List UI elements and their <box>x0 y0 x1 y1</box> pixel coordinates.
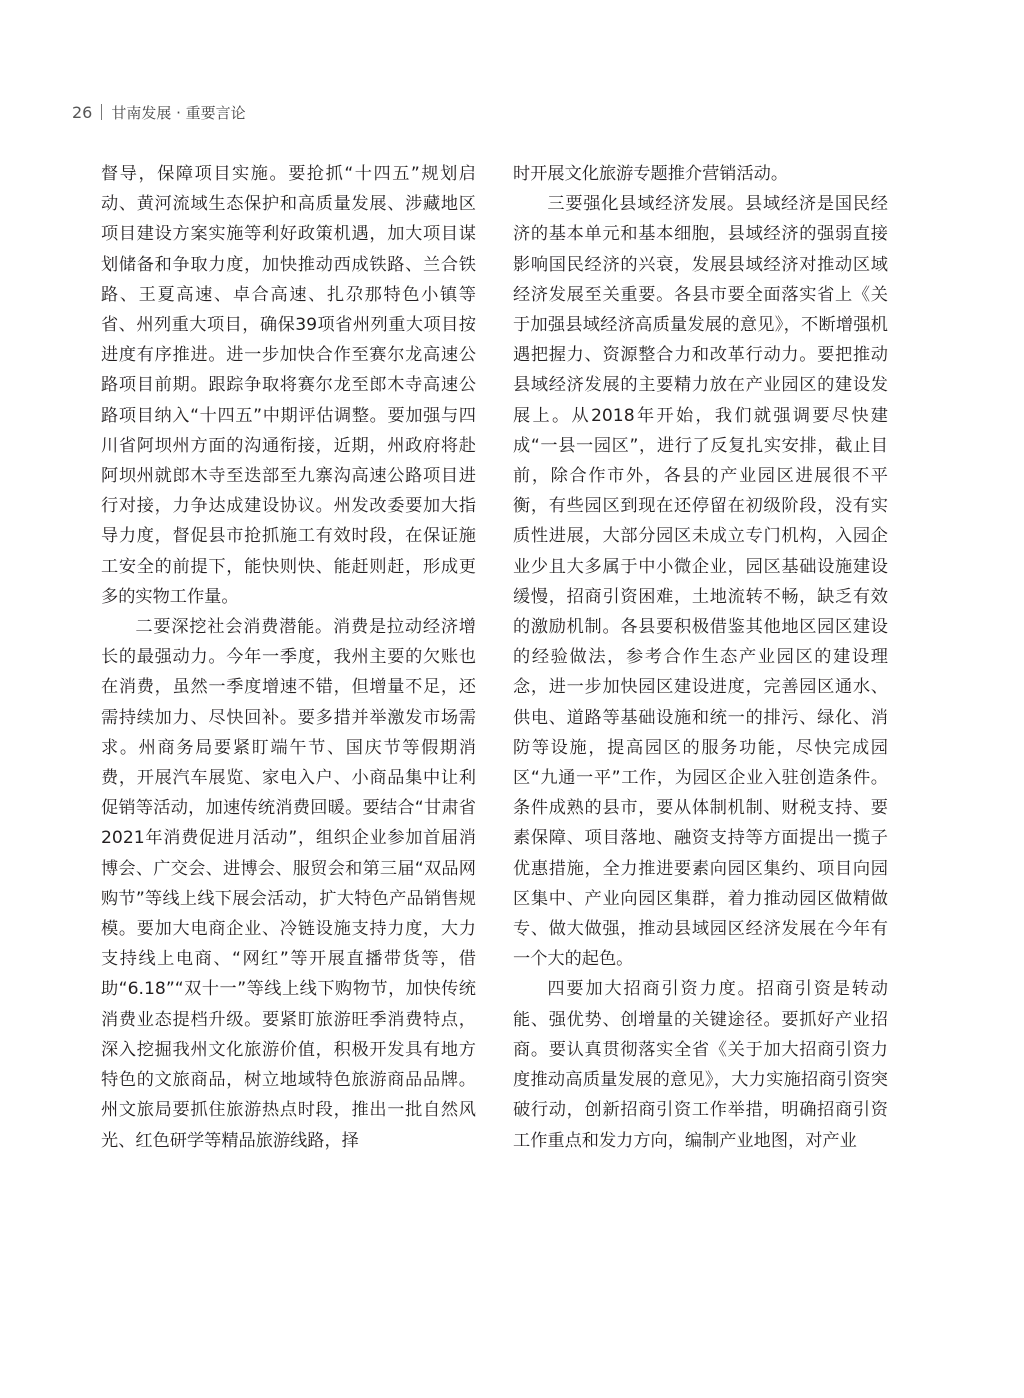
paragraph-continuation: 时开展文化旅游专题推介营销活动。 <box>513 164 789 184</box>
paragraph-consumption: 二要深挖社会消费潜能。消费是拉动经济增长的最强动力。今年一季度，我州主要的欠账也在消费，虽然一季度增速不错，但增量不足，还需持续加力、尽快回补。要多措并举激发市场需求。州商务局要紧盯端午节、国庆节等假期消费，开展汽车展览、家电入户、小商品集中让利促销等活动，加速传统消费回暖。要结合“甘肃省2021年消费促进月活动”，组织企业参加首届消博会、广交会、进博会、服贸会和第三届“双品网购节”等线上线下展会活动，扩大特色产品销售规模。要加大电商企业、冷链设施支持力度，大力支持线上电商、“网红”等开展直播带货等，借助“6.18”“双十一”等线上线下购物节，加快传统消费业态提档升级。要紧盯旅游旺季消费特点，深入挖掘我州文化旅游价值，积极开发具有地方特色的文旅商品，树立地域特色旅游商品品牌。州文旅局要抓住旅游热点时段，推出一批自然风光、红色研学等精品旅游线路，择 <box>101 617 476 1151</box>
paragraph-investment: 四要加大招商引资力度。招商引资是转动能、强优势、创增量的关键途径。要抓好产业招商。要认真贯彻落实全省《关于加大招商引资力度推动高质量发展的意见》，大力实施招商引资突破行动，创新招商引资工作举措，明确招商引资工作重点和发力方向，编制产业地图，对产业 <box>513 979 888 1151</box>
header-divider <box>101 104 102 120</box>
paragraph-county-economy: 三要强化县域经济发展。县域经济是国民经济的基本单元和基本细胞，县域经济的强弱直接影响国民经济的兴衰，发展县域经济对推动区域经济发展至关重要。各县市要全面落实省上《关于加强县域经济高质量发展的意见》，不断增强机遇把握力、资源整合力和改革行动力。要把推动县域经济发展的主要精力放在产业园区的建设发展上。从2018年开始，我们就强调要尽快建成“一县一园区”，进行了反复扎实安排，截止目前，除合作市外，各县的产业园区进展很不平衡，有些园区到现在还停留在初级阶段，没有实质性进展，大部分园区未成立专门机构，入园企业少且大多属于中小微企业，园区基础设施建设缓慢，招商引资困难，土地流转不畅，缺乏有效的激励机制。各县要积极借鉴其他地区园区建设的经验做法，参考合作生态产业园区的建设理念，进一步加快园区建设进度，完善园区通水、供电、道路等基础设施和统一的排污、绿化、消防等设施，提高园区的服务功能，尽快完成园区“九通一平”工作，为园区企业入驻创造条件。条件成熟的县市，要从体制机制、财税支持、要素保障、项目落地、融资支持等方面提出一揽子优惠措施，全力推进要素向园区集约、项目向园区集中、产业向园区集群，着力推动园区做精做专、做大做强，推动县域园区经济发展在今年有一个大的起色。 <box>513 194 888 970</box>
paragraph-continuation: 督导，保障项目实施。要抢抓“十四五”规划启动、黄河流域生态保护和高质量发展、涉藏地区项目建设方案实施等利好政策机遇，加大项目谋划储备和争取力度，加快推动西成铁路、兰合铁路、王夏高速、卓合高速、扎尕那特色小镇等省、州列重大项目，确保39项省州列重大项目按进度有序推进。进一步加快合作至赛尔龙高速公路项目前期。跟踪争取将赛尔龙至郎木寺高速公路项目纳入“十四五”中期评估调整。要加强与四川省阿坝州方面的沟通衔接，近期，州政府将赴阿坝州就郎木寺至迭部至九寨沟高速公路项目进行对接，力争达成建设协议。州发改委要加大指导力度，督促县市抢抓施工有效时段，在保证施工安全的前提下，能快则快、能赶则赶，形成更多的实物工作量。 <box>101 164 476 607</box>
page-number: 26 <box>72 102 93 122</box>
right-column <box>513 159 888 1156</box>
section-title: 甘南发展 · 重要言论 <box>111 103 246 122</box>
left-column <box>101 159 476 1156</box>
running-header <box>72 100 246 124</box>
